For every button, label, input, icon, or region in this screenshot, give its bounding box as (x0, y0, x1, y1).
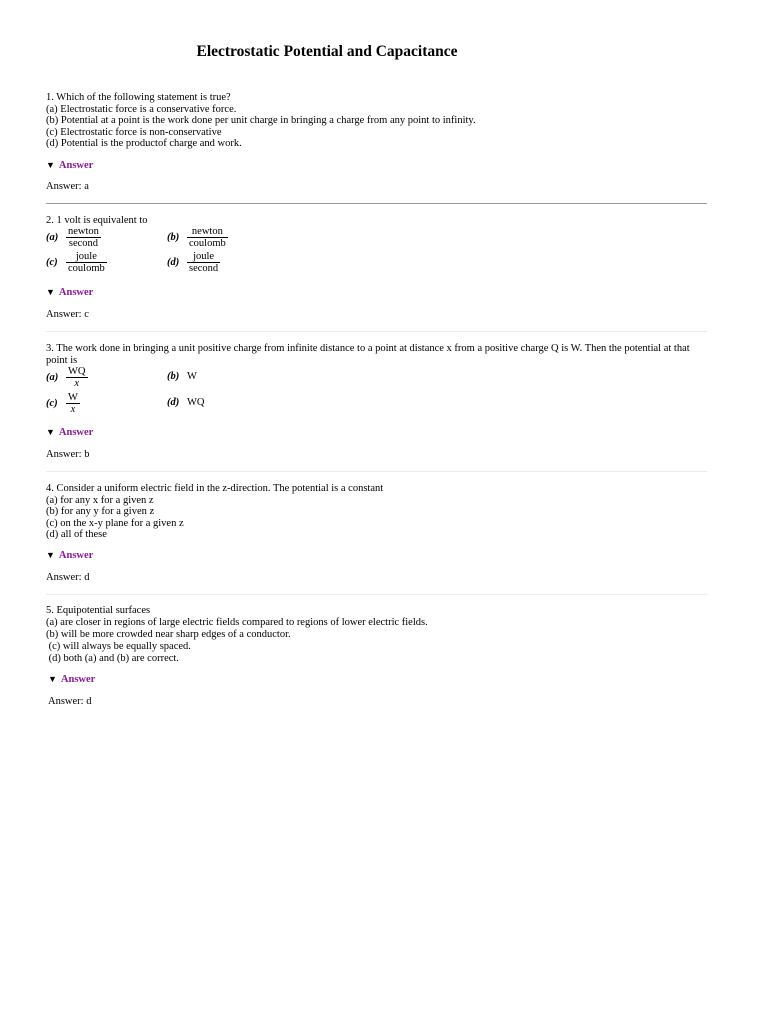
triangle-down-icon: ▼ (46, 427, 55, 437)
question-4-option-c: (c) on the x-y plane for a given z (46, 517, 184, 529)
fraction (66, 366, 88, 389)
question-3-option-b (167, 371, 197, 382)
denominator: coulomb (68, 263, 105, 274)
question-3-text: 3. The work done in bringing a unit positive charge from infinite distance to a point at distance x from a positive charge Q is W. Then the potential at that point is (46, 343, 690, 366)
answer-3: Answer: b (46, 449, 90, 460)
question-2-option-b (167, 226, 228, 249)
question-2-option-c (46, 251, 107, 274)
fraction (66, 251, 107, 274)
answer-toggle-label: Answer (58, 427, 94, 438)
question-4-option-d: (d) all of these (46, 529, 107, 540)
denominator: x (70, 404, 76, 415)
question-2-option-a (46, 226, 101, 249)
numerator: W (68, 392, 78, 403)
option-label: (a) (46, 232, 59, 243)
answer-toggle-label: Answer (60, 674, 96, 685)
option-label: (b) (167, 371, 180, 382)
numerator: joule (193, 251, 215, 262)
question-2-text: 2. 1 volt is equivalent to (46, 215, 148, 226)
denominator: second (68, 238, 99, 249)
numerator: joule (75, 251, 97, 262)
question-1-option-d: (d) Potential is the productof charge and work. (46, 138, 242, 149)
question-5-option-a: (a) are closer in regions of large electric fields compared to regions of lower electric fields. (46, 617, 428, 628)
answer-toggle-4[interactable] (46, 550, 93, 561)
question-4-option-b: (b) for any y for a given z (46, 506, 155, 517)
question-2 (46, 215, 706, 227)
option-label: (d) (167, 397, 180, 408)
answer-4: Answer: d (46, 572, 90, 583)
question-5-option-d: (d) both (a) and (b) are correct. (46, 653, 179, 664)
answer-toggle-2[interactable] (46, 287, 93, 298)
answer-toggle-5[interactable] (48, 674, 95, 685)
question-1 (46, 92, 706, 150)
numerator: newton (68, 226, 99, 237)
answer-toggle-label: Answer (58, 160, 94, 171)
denominator: coulomb (189, 238, 226, 249)
question-1-option-b: (b) Potential at a point is the work done per unit charge in bringing a charge from any point to infinity. (46, 115, 476, 126)
denominator: x (74, 378, 80, 389)
option-value: W (187, 371, 197, 382)
question-1-option-c: (c) Electrostatic force is non-conservative (46, 126, 222, 138)
fraction (66, 226, 101, 249)
answer-toggle-label: Answer (58, 287, 94, 298)
question-1-text: 1. Which of the following statement is true? (46, 92, 231, 103)
triangle-down-icon: ▼ (46, 287, 55, 297)
answer-toggle-3[interactable] (46, 427, 93, 438)
triangle-down-icon: ▼ (48, 674, 57, 684)
question-5-text: 5. Equipotential surfaces (46, 605, 151, 616)
page-title: Electrostatic Potential and Capacitance (196, 43, 458, 60)
divider (46, 594, 707, 595)
divider (46, 331, 707, 332)
option-label: (b) (167, 232, 180, 243)
answer-toggle-label: Answer (58, 550, 94, 561)
question-3 (46, 343, 696, 366)
answer-2: Answer: c (46, 309, 89, 320)
question-5-option-b: (b) will be more crowded near sharp edges of a conductor. (46, 629, 291, 640)
option-label: (c) (46, 398, 58, 409)
divider (46, 471, 707, 472)
denominator: second (189, 263, 219, 274)
question-5-option-c: (c) will always be equally spaced. (46, 641, 191, 652)
answer-1: Answer: a (46, 181, 89, 192)
question-1-option-a: (a) Electrostatic force is a conservative force. (46, 103, 237, 115)
option-label: (d) (167, 257, 180, 268)
question-4 (46, 483, 706, 541)
option-label: (a) (46, 372, 59, 383)
question-2-option-d (167, 251, 220, 274)
numerator: newton (191, 226, 223, 237)
question-3-option-c (46, 392, 80, 415)
fraction (66, 392, 80, 415)
numerator: WQ (68, 366, 86, 377)
divider (46, 203, 707, 204)
option-value: WQ (187, 397, 205, 408)
fraction (187, 226, 228, 249)
answer-toggle-1[interactable] (46, 160, 93, 171)
question-4-text: 4. Consider a uniform electric field in the z-direction. The potential is a constant (46, 483, 384, 494)
question-5 (46, 605, 706, 665)
option-label: (c) (46, 257, 58, 268)
triangle-down-icon: ▼ (46, 550, 55, 560)
question-3-option-d (167, 397, 205, 408)
fraction (187, 251, 220, 274)
question-4-option-a: (a) for any x for a given z (46, 494, 154, 506)
question-3-option-a (46, 366, 88, 389)
answer-5: Answer: d (48, 696, 92, 707)
triangle-down-icon: ▼ (46, 160, 55, 170)
